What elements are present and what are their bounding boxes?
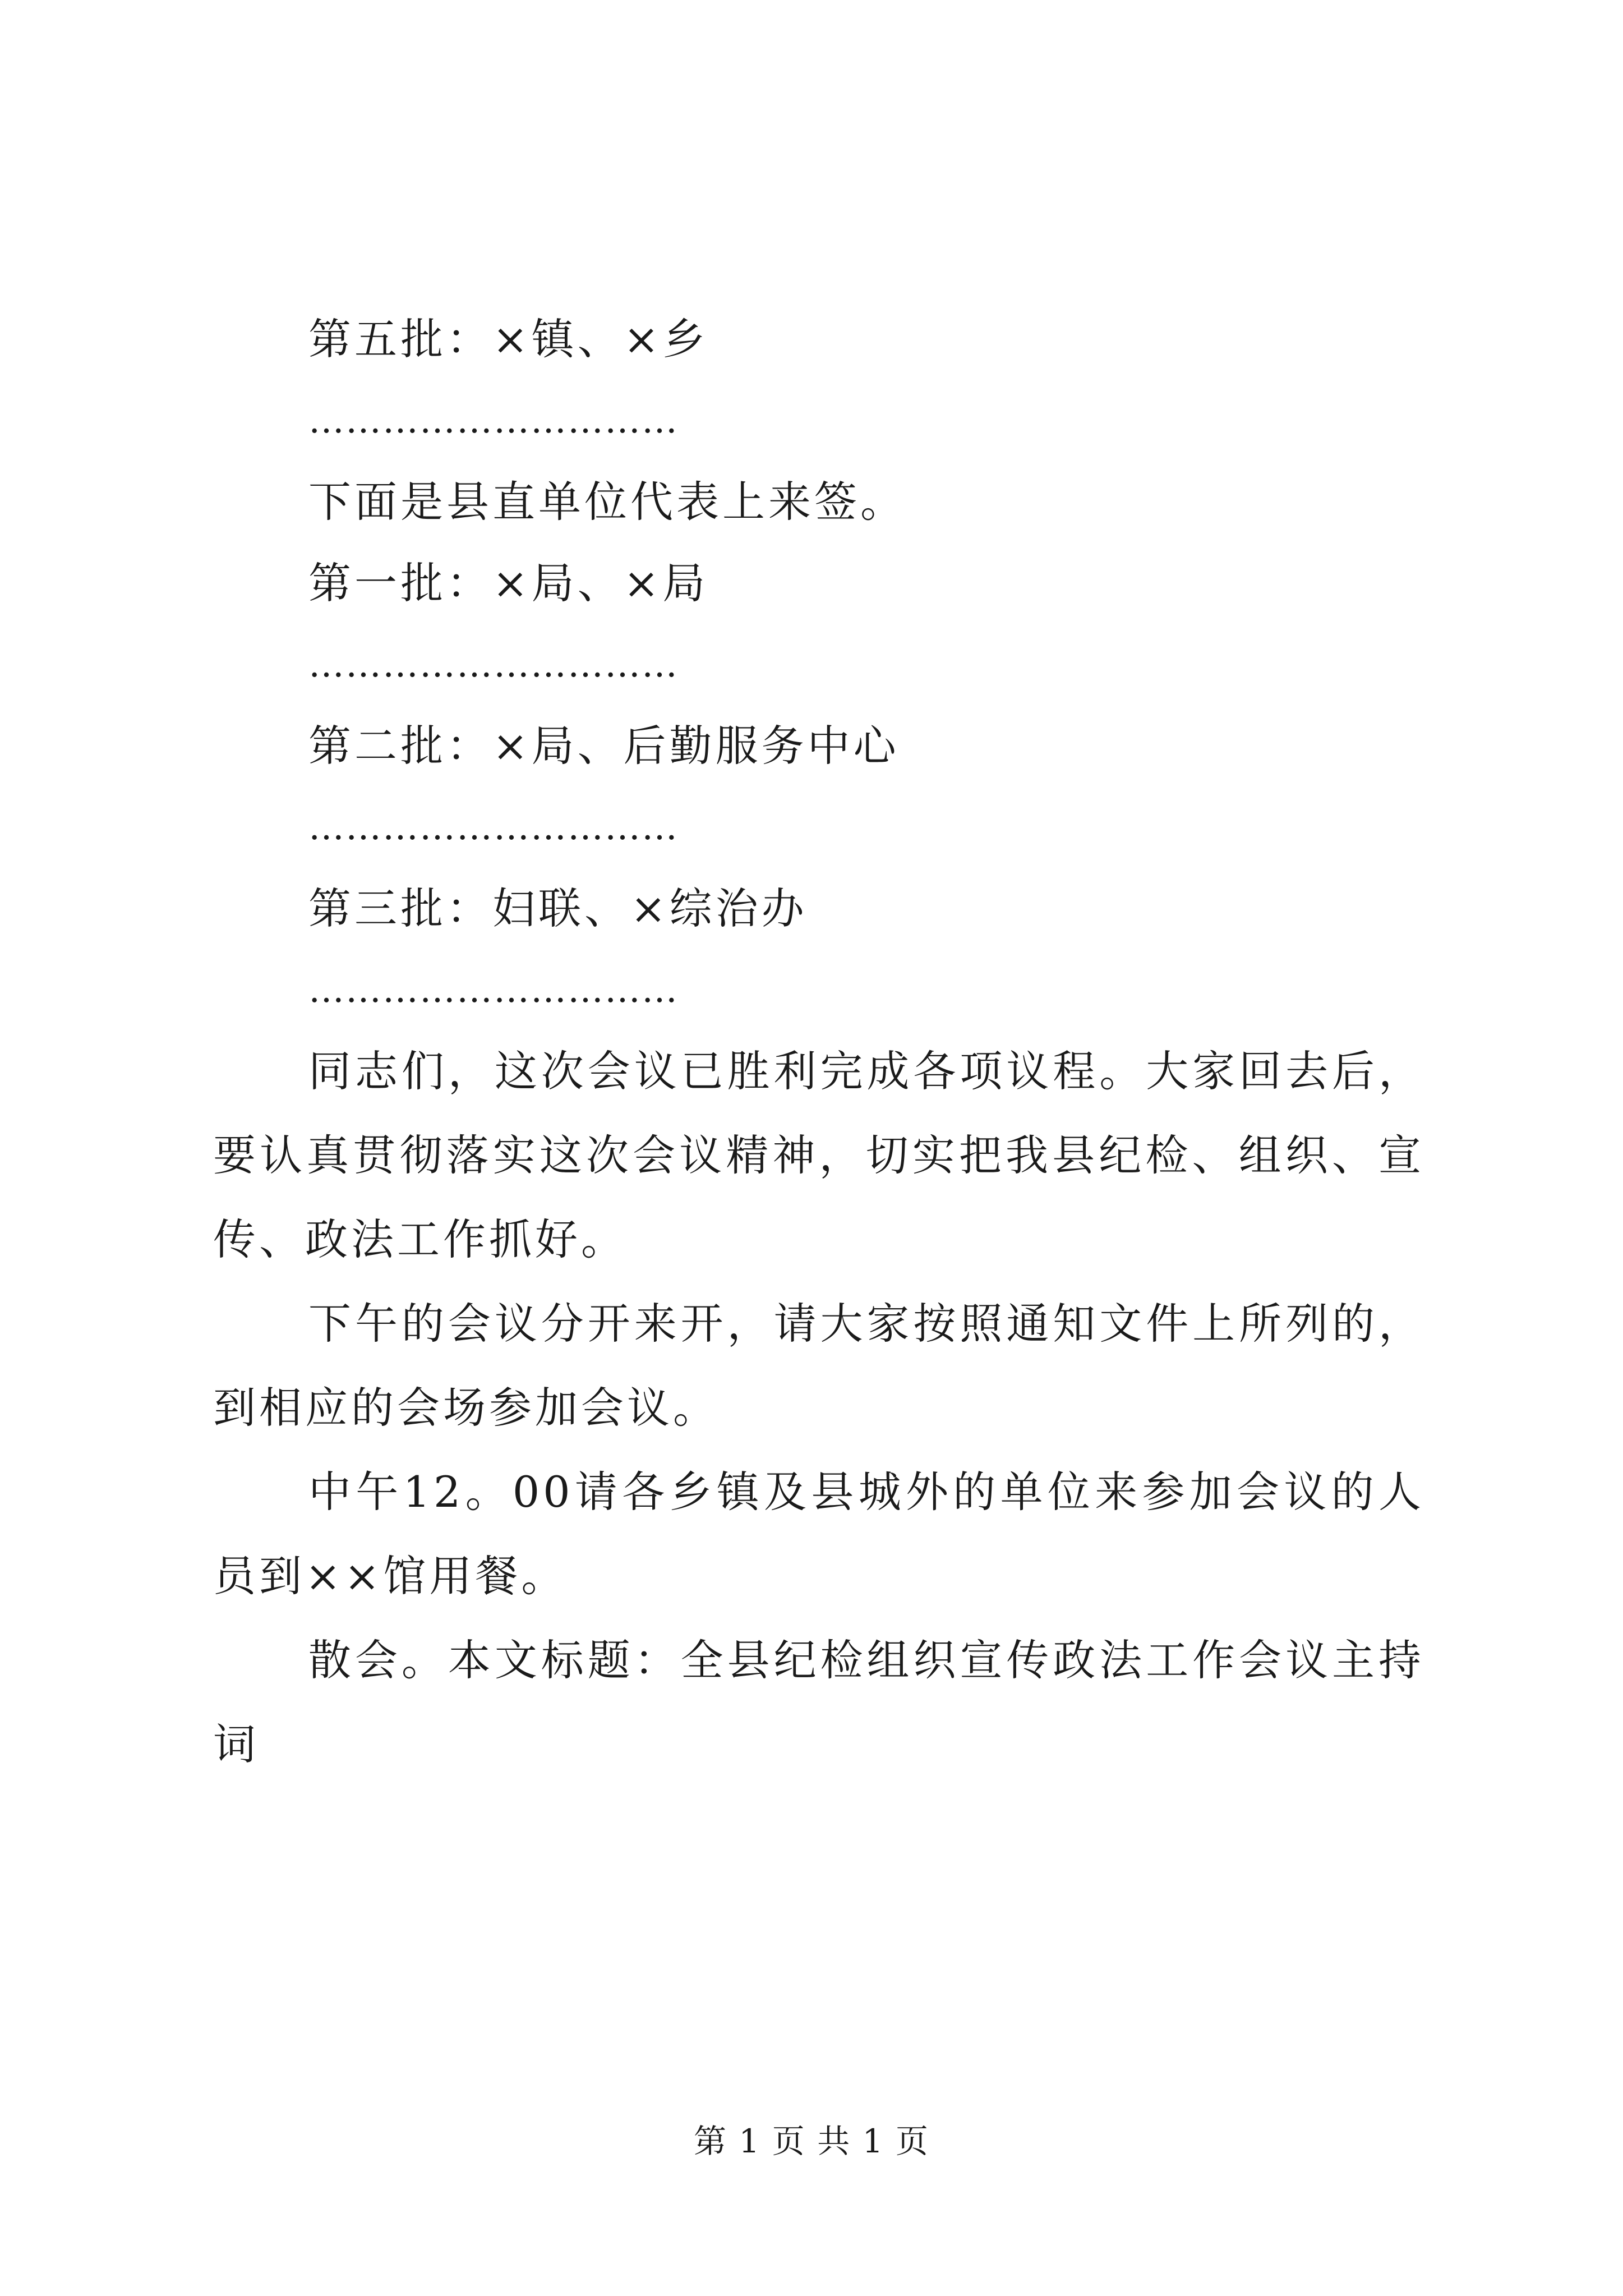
batch-one-line: 第一批：×局、×局: [308, 558, 709, 608]
county-units-intro: 下面是县直单位代表上来签。: [308, 477, 906, 527]
ellipsis-line: …………………………: [308, 969, 679, 1011]
batch-five-line: 第五批：×镇、×乡: [308, 314, 709, 364]
lunch-notice-paragraph: 中午12。00请各乡镇及县城外的单位来参加会议的人员到××馆用餐。: [213, 1467, 1424, 1601]
page-footer: 第 1 页 共 1 页: [694, 2122, 929, 2160]
document-body: [213, 297, 1424, 1787]
batch-two-line: 第二批：×局、后勤服务中心: [308, 721, 900, 771]
ellipsis-line: …………………………: [308, 644, 679, 685]
ellipsis-line: …………………………: [308, 400, 679, 441]
afternoon-meeting-paragraph: 下午的会议分开来开，请大家按照通知文件上所列的，到相应的会场参加会议。: [213, 1299, 1424, 1433]
batch-three-line: 第三批：妇联、×综治办: [308, 884, 808, 933]
adjourn-paragraph: 散会。本文标题：全县纪检组织宣传政法工作会议主持词: [213, 1635, 1424, 1769]
ellipsis-line: …………………………: [308, 807, 679, 848]
closing-paragraph: 同志们，这次会议已胜利完成各项议程。大家回去后，要认真贯彻落实这次会议精神，切实把我县纪检、组织、宣传、政法工作抓好。: [213, 1046, 1424, 1264]
